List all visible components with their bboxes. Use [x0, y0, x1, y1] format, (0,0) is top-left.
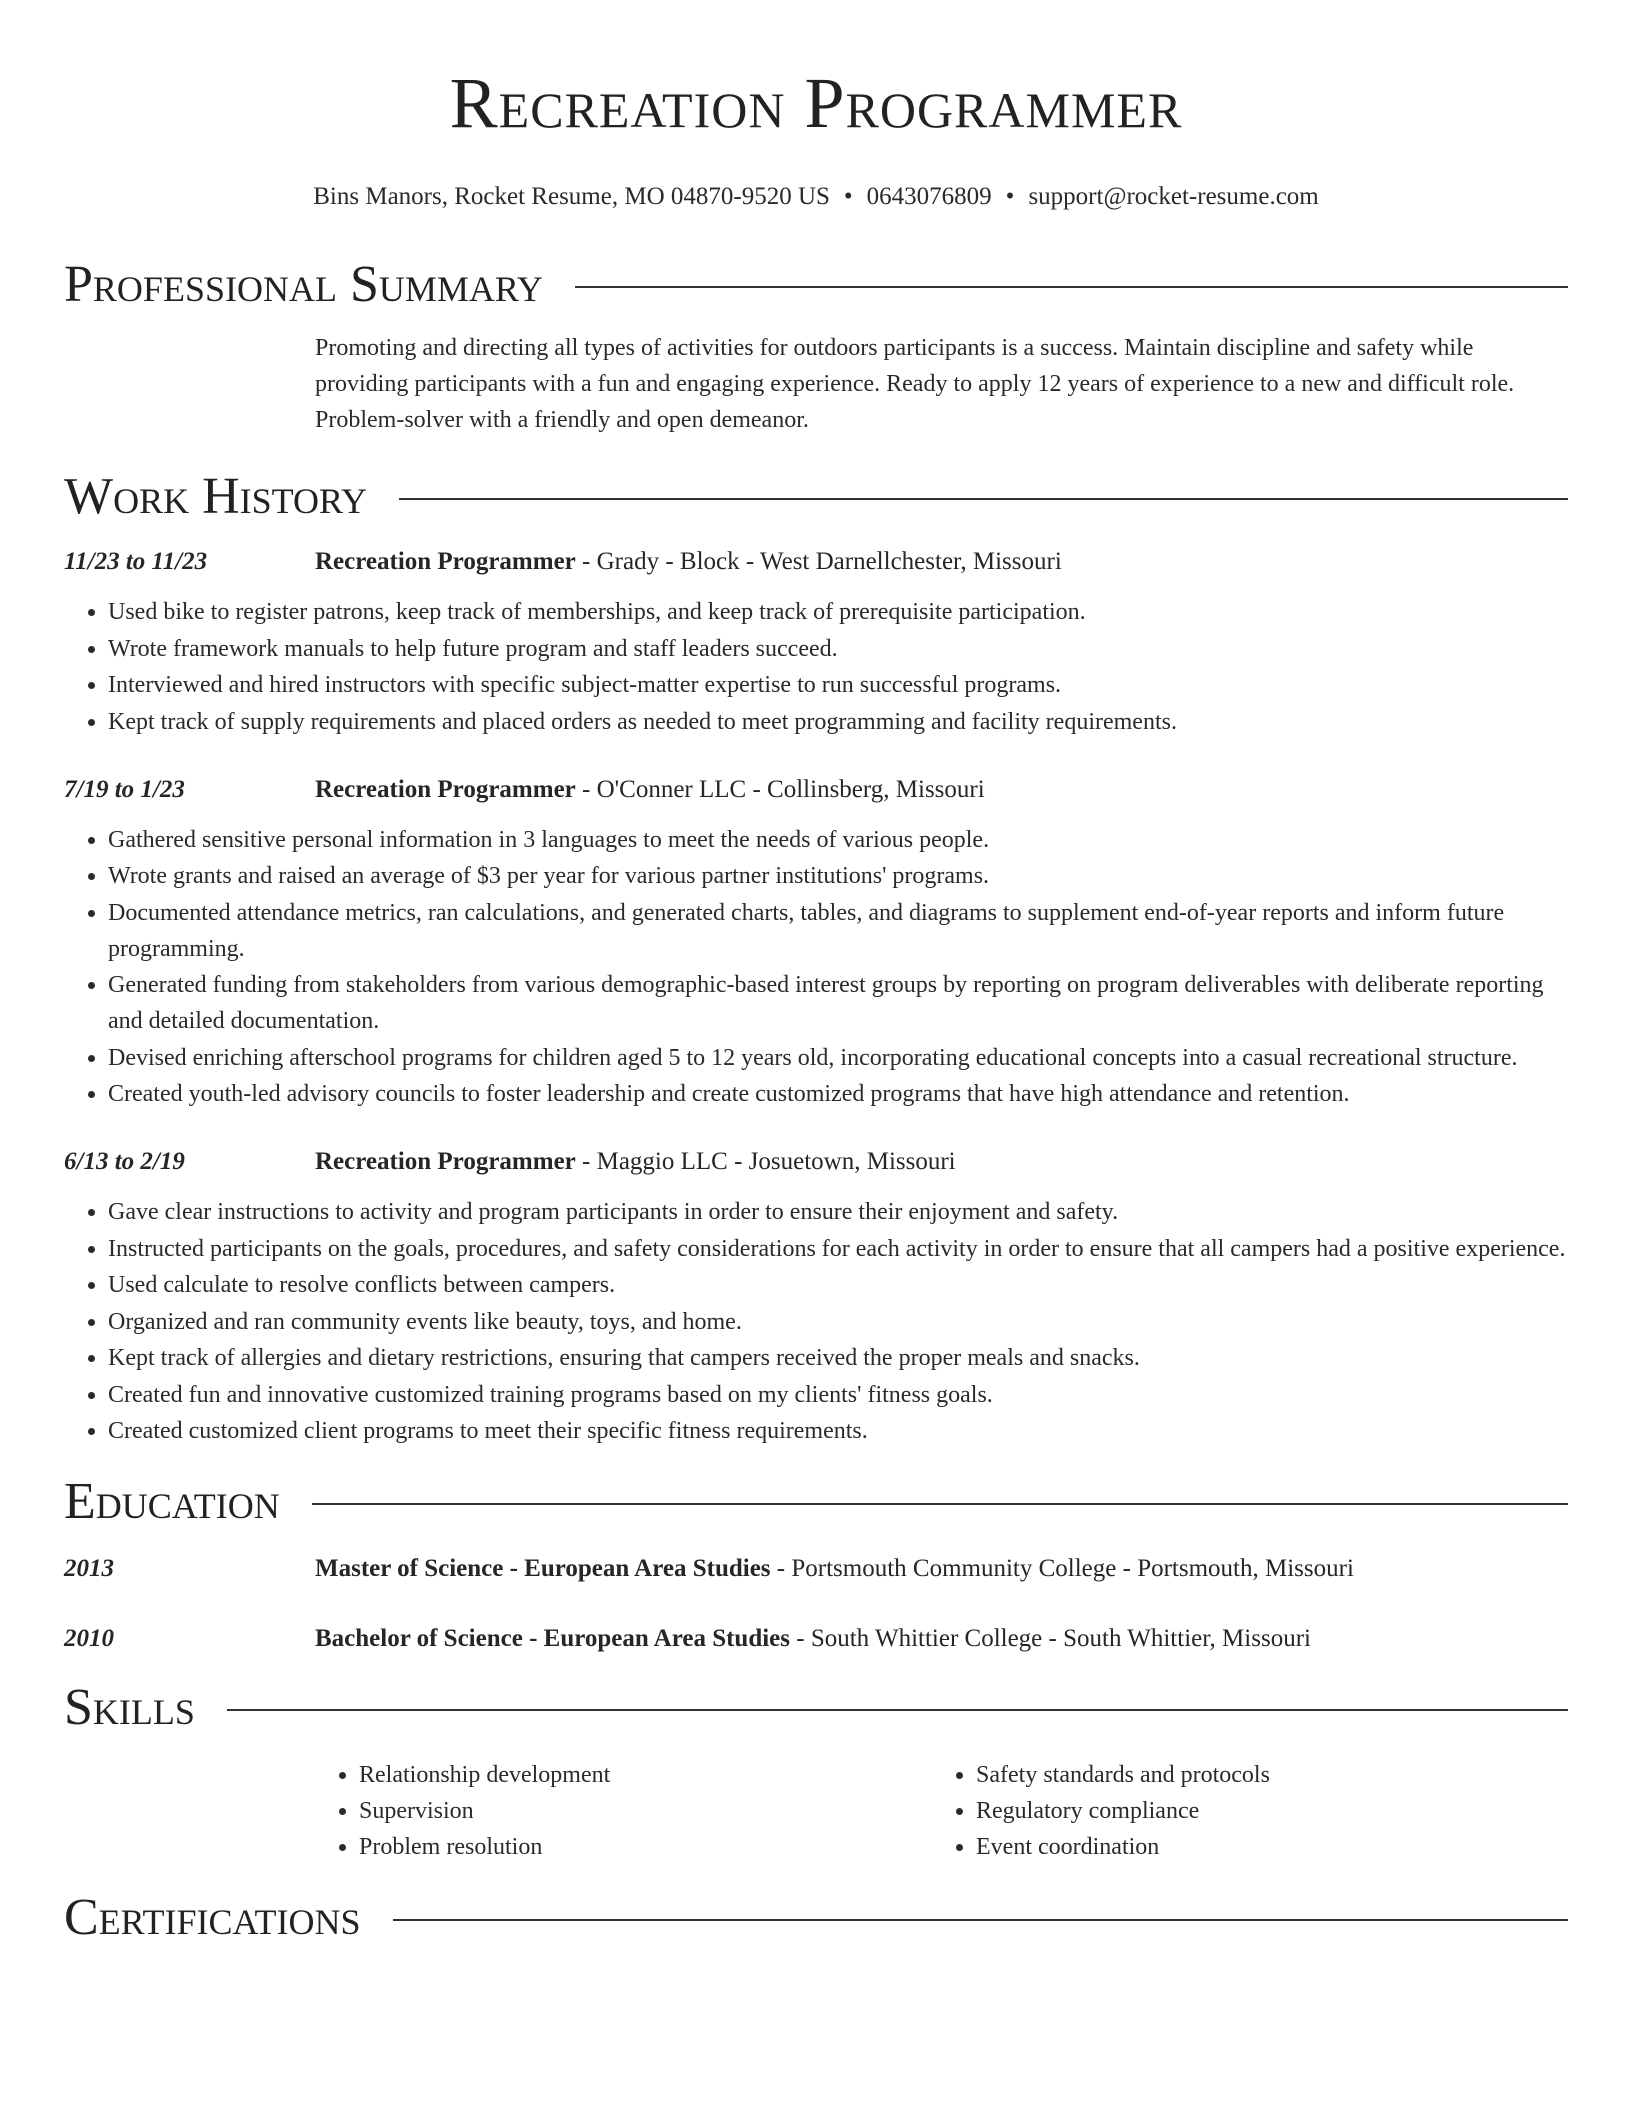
- education-section-header: [64, 1471, 1568, 1533]
- job-bullet: • Wrote framework manuals to help future program and staff leaders succeed.: [108, 631, 1568, 667]
- job-bullets: [64, 1194, 1568, 1449]
- summary-section-header: [64, 254, 1568, 316]
- section-divider: [575, 286, 1568, 288]
- job-bullet: • Interviewed and hired instructors with specific subject-matter expertise to run successful programs.: [108, 667, 1568, 703]
- contact-separator: •: [1005, 183, 1015, 210]
- job-bullets: [64, 594, 1568, 740]
- job-bullet: • Created youth-led advisory councils to foster leadership and create customized programs that have high attendance and retention.: [108, 1076, 1568, 1112]
- contact-email: support@rocket-resume.com: [1028, 183, 1319, 210]
- job-bullet: • Used calculate to resolve conflicts between campers.: [108, 1267, 1568, 1303]
- job-bullet: • Instructed participants on the goals, procedures, and safety considerations for each activity in order to ensure that all campers had a positive experience.: [108, 1231, 1568, 1267]
- education-year: 2013: [64, 1555, 114, 1582]
- skill-item: • Problem resolution: [359, 1829, 932, 1865]
- job-heading: [64, 1144, 1568, 1180]
- job-dates: 7/19 to 1/23: [64, 775, 185, 803]
- job-bullet: • Generated funding from stakeholders from various demographic-based interest groups by reporting on program deliverables with deliberate reporting and detailed documentation.: [108, 967, 1568, 1039]
- job-title: Recreation Programmer: [315, 1148, 576, 1175]
- contact-phone: 0643076809: [866, 183, 992, 210]
- job-bullet: • Created fun and innovative customized training programs based on my clients' fitness goals.: [108, 1377, 1568, 1413]
- summary-text: Promoting and directing all types of activities for outdoors participants is a success. Maintain discipline and safety while providing participants with a fun and engaging experience. Ready to apply 12 years of experience to a new and difficult role. Problem-solver with a friendly and open demeanor.: [315, 335, 1515, 433]
- job-bullet: • Documented attendance metrics, ran calculations, and generated charts, tables, and diagrams to supplement end-of-year reports and inform future programming.: [108, 895, 1568, 967]
- job-title: Recreation Programmer: [315, 775, 576, 803]
- education-year: 2010: [64, 1625, 114, 1652]
- skill-item: • Safety standards and protocols: [976, 1757, 1549, 1793]
- job-title: Recreation Programmer: [315, 548, 576, 575]
- job-bullet: • Kept track of allergies and dietary restrictions, ensuring that campers received the proper meals and snacks.: [108, 1340, 1568, 1376]
- job-details: - O'Conner LLC - Collinsberg, Missouri: [575, 775, 985, 803]
- section-divider: [312, 1503, 1568, 1505]
- education-degree: Bachelor of Science - European Area Studies: [315, 1625, 790, 1652]
- contact-separator: •: [843, 183, 853, 210]
- section-title-summary: Professional Summary: [64, 256, 543, 313]
- section-divider: [393, 1919, 1568, 1921]
- job-entry: [64, 544, 1568, 740]
- job-bullet: • Created customized client programs to meet their specific fitness requirements.: [108, 1413, 1568, 1449]
- job-details: - Maggio LLC - Josuetown, Missouri: [575, 1148, 956, 1175]
- job-bullets: [64, 822, 1568, 1113]
- resume-page: [64, 0, 1568, 1949]
- skill-item: • Relationship development: [359, 1757, 932, 1793]
- skill-item: • Event coordination: [976, 1829, 1549, 1865]
- work-section-header: [64, 466, 1568, 528]
- resume-name: Recreation Programmer: [449, 63, 1183, 143]
- section-title-education: Education: [64, 1473, 280, 1530]
- skills-column-right: [932, 1757, 1549, 1865]
- job-dates: 6/13 to 2/19: [64, 1148, 185, 1175]
- job-heading: [64, 544, 1568, 580]
- education-details: - Portsmouth Community College - Portsmouth, Missouri: [770, 1555, 1354, 1582]
- job-bullet: • Gave clear instructions to activity and program participants in order to ensure their enjoyment and safety.: [108, 1194, 1568, 1230]
- job-bullet: • Wrote grants and raised an average of $3 per year for various partner institutions' programs.: [108, 858, 1568, 894]
- certifications-section-header: [64, 1887, 1568, 1949]
- job-dates: 11/23 to 11/23: [64, 548, 208, 575]
- contact-line: [64, 180, 1568, 214]
- education-entry: [64, 1551, 1568, 1587]
- section-divider: [227, 1709, 1568, 1711]
- job-heading: [64, 772, 1568, 808]
- job-bullet: • Organized and ran community events like beauty, toys, and home.: [108, 1304, 1568, 1340]
- work-history-list: [64, 544, 1568, 1449]
- job-entry: [64, 1144, 1568, 1449]
- job-details: - Grady - Block - West Darnellchester, Missouri: [575, 548, 1062, 575]
- skills-section-header: [64, 1677, 1568, 1739]
- skills-grid: [315, 1757, 1568, 1865]
- section-title-skills: Skills: [64, 1679, 195, 1736]
- skills-column-left: [315, 1757, 932, 1865]
- job-bullet: • Gathered sensitive personal information in 3 languages to meet the needs of various people.: [108, 822, 1568, 858]
- section-divider: [399, 498, 1568, 500]
- skill-item: • Supervision: [359, 1793, 932, 1829]
- job-entry: [64, 772, 1568, 1113]
- contact-address: Bins Manors, Rocket Resume, MO 04870-9520 US: [313, 183, 830, 210]
- section-title-certifications: Certifications: [64, 1889, 361, 1946]
- job-bullet: • Devised enriching afterschool programs for children aged 5 to 12 years old, incorporating educational concepts into a casual recreational structure.: [108, 1040, 1568, 1076]
- education-degree: Master of Science - European Area Studies: [315, 1555, 771, 1582]
- education-details: - South Whittier College - South Whittier, Missouri: [790, 1625, 1311, 1652]
- education-entry: [64, 1621, 1568, 1657]
- job-bullet: • Used bike to register patrons, keep track of memberships, and keep track of prerequisite participation.: [108, 594, 1568, 630]
- job-bullet: • Kept track of supply requirements and placed orders as needed to meet programming and facility requirements.: [108, 704, 1568, 740]
- skill-item: • Regulatory compliance: [976, 1793, 1549, 1829]
- section-title-work: Work History: [64, 468, 368, 525]
